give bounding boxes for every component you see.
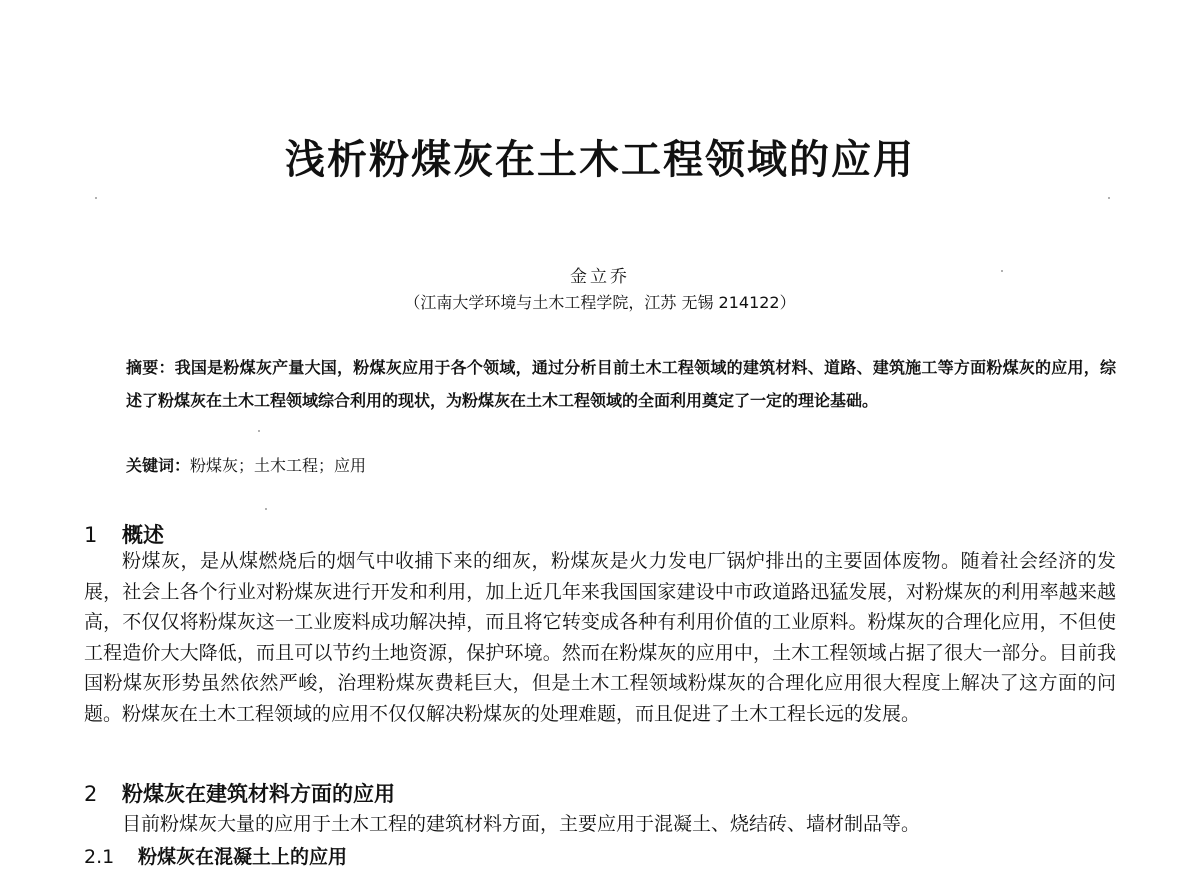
author-name: 金立乔 xyxy=(570,267,630,287)
scan-speck xyxy=(1001,270,1003,272)
section-title: 粉煤灰在建筑材料方面的应用 xyxy=(122,782,395,806)
keywords-text: 粉煤灰；土木工程；应用 xyxy=(190,456,367,475)
scan-speck xyxy=(258,430,260,432)
section-number: 2 xyxy=(84,782,98,806)
subsection-number: 2.1 xyxy=(84,846,115,868)
abstract-text: 我国是粉煤灰产量大国，粉煤灰应用于各个领域，通过分析目前土木工程领域的建筑材料、道路、建筑施工等方面粉煤灰的应用，综述了粉煤灰在土木工程领域综合利用的现状，为粉煤灰在土木工程领域的全面利用奠定了一定的理论基础。 xyxy=(126,358,1116,410)
scan-speck xyxy=(95,197,97,199)
scan-speck xyxy=(265,508,267,510)
section-heading xyxy=(84,519,164,549)
section-heading xyxy=(84,778,395,808)
abstract-label: 摘要： xyxy=(126,358,175,377)
subsection-heading xyxy=(84,842,347,869)
keywords-label: 关键词： xyxy=(126,456,191,475)
section-number: 1 xyxy=(84,523,98,547)
section-title: 概述 xyxy=(122,523,164,547)
author-affiliation: （江南大学环境与土木工程学院，江苏 无锡 214122） xyxy=(404,293,796,312)
subsection-title: 粉煤灰在混凝土上的应用 xyxy=(138,846,348,868)
abstract-block xyxy=(126,351,1116,417)
paper-title: 浅析粉煤灰在土木工程领域的应用 xyxy=(285,137,915,183)
section-paragraph: 目前粉煤灰大量的应用于土木工程的建筑材料方面，主要应用于混凝土、烧结砖、墙材制品等。 xyxy=(122,813,921,835)
scan-speck xyxy=(1108,197,1110,199)
section-paragraph: 粉煤灰，是从煤燃烧后的烟气中收捕下来的细灰，粉煤灰是火力发电厂锅炉排出的主要固体废物。随着社会经济的发展，社会上各个行业对粉煤灰进行开发和利用，加上近几年来我国国家建设中市政道路迅猛发展，对粉煤灰的利用率越来越高，不仅仅将粉煤灰这一工业废料成功解决掉，而且将它转变成各种有利用价值的工业原料。粉煤灰的合理化应用，不但使工程造价大大降低，而且可以节约土地资源，保护环境。然而在粉煤灰的应用中，土木工程领域占据了很大一部分。目前我国粉煤灰形势虽然依然严峻，治理粉煤灰费耗巨大，但是土木工程领域粉煤灰的合理化应用很大程度上解决了这方面的问题。粉煤灰在土木工程领域的应用不仅仅解决粉煤灰的处理难题，而且促进了土木工程长远的发展。 xyxy=(84,550,1116,725)
keywords-block xyxy=(126,453,1116,476)
